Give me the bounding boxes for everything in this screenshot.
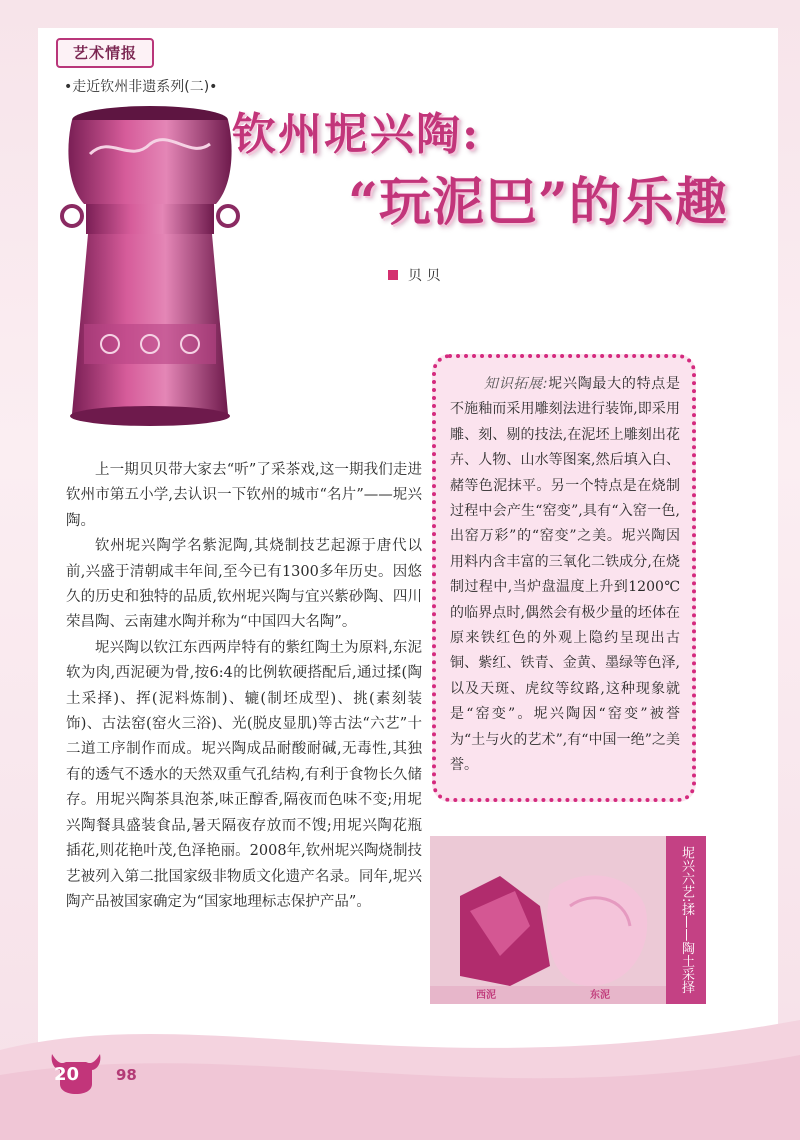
series-label: •走近钦州非遗系列(二)•: [64, 79, 218, 95]
footer-mark: 98: [116, 1066, 137, 1084]
author-line: [388, 265, 440, 285]
author-marker-icon: [388, 270, 398, 280]
photo-caption: 坭兴六艺:揉——陶土采择: [679, 846, 694, 994]
photo-label-west-clay: 西泥: [476, 990, 496, 1001]
body-paragraph: 坭兴陶以钦江东西两岸特有的紫红陶土为原料,东泥软为肉,西泥硬为骨,按6:4的比例软硬搭配后,通过揉(陶土采择)、挥(泥料炼制)、辘(制坯成型)、挑(素刻装饰)、古法窑(窑火三浴)、光(脱皮显肌)等古法“六艺”十二道工序制作而成。坭兴陶成品耐酸耐碱,无毒性,其独有的透气不透水的天然双重气孔结构,有利于食物长久储存。用坭兴陶茶具泡茶,味正醇香,隔夜而色味不变;用坭兴陶餐具盛装食品,暑天隔夜存放而不馊;用坭兴陶花瓶插花,则花艳叶茂,色泽艳丽。2008年,钦州坭兴陶烧制技艺被列入第二批国家级非物质文化遗产名录。同年,坭兴陶产品被国家确定为“国家地理标志保护产品”。: [66, 639, 422, 910]
decorative-swoosh: [0, 980, 800, 1140]
knowledge-paragraph: [450, 372, 680, 779]
body-paragraph: 上一期贝贝带大家去“听”了采茶戏,这一期我们走进钦州市第五小学,去认识一下钦州的城市“名片”——坭兴陶。: [66, 462, 422, 529]
knowledge-text: 坭兴陶最大的特点是不施釉而采用雕刻法进行装饰,即采用雕、刻、剔的技法,在泥坯上雕刻出花卉、人物、山水等图案,然后填入白、赭等色泥抹平。另一个特点是在烧制过程中会产生“窑变”,具有“入窑一色,出窑万彩”的“窑变”之美。坭兴陶因用料内含丰富的三氧化二铁成分,在烧制过程中,当炉盘温度上升到1200℃的临界点时,偶然会有极少量的坯体在原来铁红色的外观上隐约呈现出古铜、紫红、铁青、金黄、墨绿等色泽,以及天斑、虎纹等纹路,这种现象就是“窑变”。坭兴陶因“窑变”被誉为“土与火的艺术”,有“中国一绝”之美誉。: [450, 376, 681, 774]
article-title-line2: “玩泥巴”的乐趣: [348, 172, 728, 233]
clay-photo: [430, 836, 706, 1004]
column-tag: 艺术情报: [56, 38, 154, 68]
author-name: 贝 贝: [408, 268, 441, 284]
clay-image: [430, 836, 706, 1004]
photo-label-east-clay: 东泥: [590, 990, 610, 1001]
page-number: 20: [54, 1064, 80, 1085]
article-body: [66, 458, 422, 915]
article-title-line1: 钦州坭兴陶:: [232, 109, 481, 160]
nixing-pottery-vase-image: [60, 104, 240, 444]
knowledge-label: 知识拓展:: [484, 376, 548, 392]
knowledge-box: [432, 354, 696, 802]
body-paragraph: 钦州坭兴陶学名紫泥陶,其烧制技艺起源于唐代以前,兴盛于清朝咸丰年间,至今已有1300多年历史。因悠久的历史和独特的品质,钦州坭兴陶与宜兴紫砂陶、四川荣昌陶、云南建水陶并称为“中国四大名陶”。: [66, 538, 422, 631]
